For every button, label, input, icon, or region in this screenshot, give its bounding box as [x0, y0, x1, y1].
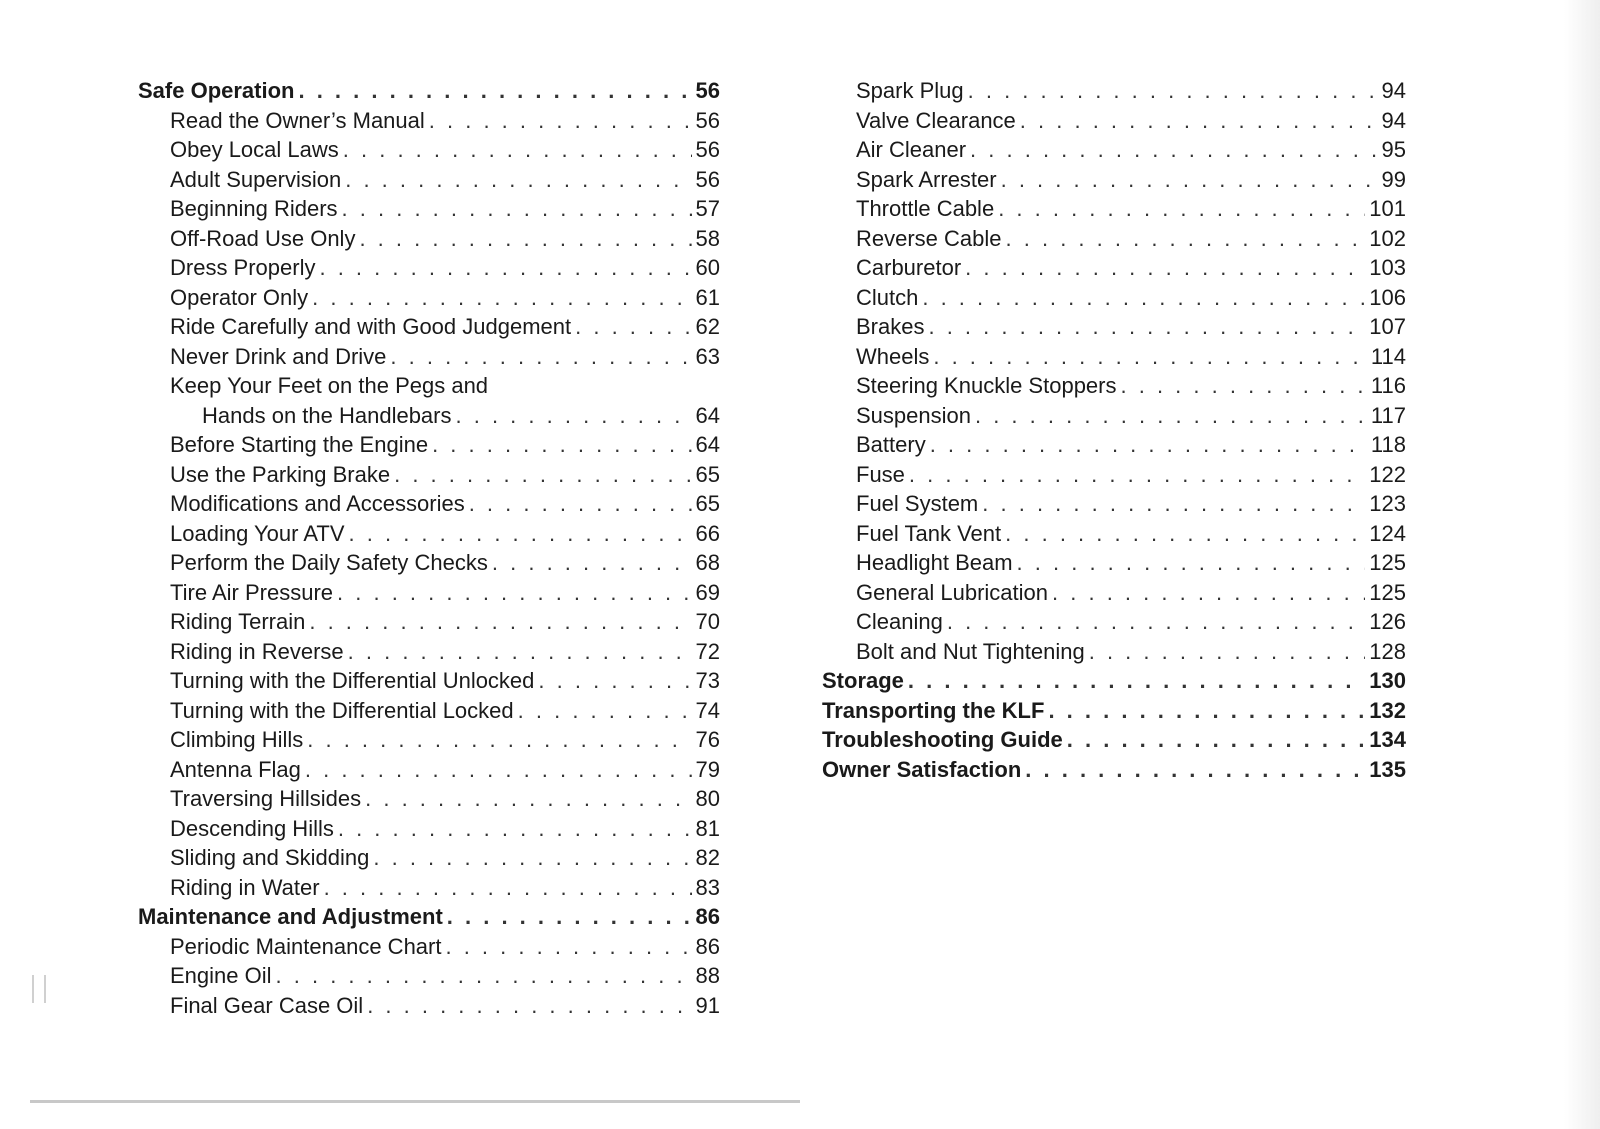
toc-leader-dots [538, 666, 691, 696]
toc-entry-title: Headlight Beam [856, 550, 1013, 575]
toc-entry-title: Sliding and Skidding [170, 845, 370, 870]
toc-page-number: 94 [1381, 78, 1406, 103]
toc-entry-title: Obey Local Laws [170, 137, 339, 162]
page-edge-shadow [1564, 0, 1600, 1129]
toc-leader-dots [309, 607, 691, 637]
toc-entry-title: General Lubrication [856, 579, 1049, 605]
toc-page-number: 65 [695, 491, 720, 516]
toc-entry-title: Keep Your Feet on the Pegs and [170, 373, 489, 398]
toc-entry-title: Riding in Reverse [170, 638, 344, 664]
toc-entry-title: Final Gear Case Oil [170, 992, 364, 1018]
toc-page-number: 130 [1369, 668, 1406, 693]
toc-leader-dots [456, 401, 692, 431]
toc-entry [138, 607, 720, 637]
toc-leader-dots [933, 342, 1367, 372]
toc-leader-dots [276, 961, 692, 991]
toc-entry-title: Tire Air Pressure [170, 579, 334, 605]
toc-entry [822, 401, 1406, 431]
toc-column-right [822, 76, 1406, 784]
toc-entry-title: Off-Road Use Only [170, 225, 356, 251]
toc-page-number: 95 [1381, 137, 1406, 162]
toc-page-number: 60 [695, 255, 720, 280]
toc-entry [138, 578, 720, 608]
toc-entry-title: Perform the Daily Safety Checks [170, 550, 488, 575]
toc-entry [138, 224, 720, 254]
toc-leader-dots [908, 666, 1365, 696]
toc-page-number: 83 [695, 874, 720, 900]
toc-page-number: 69 [695, 579, 720, 605]
toc-entry [138, 814, 720, 844]
toc-leader-dots [447, 902, 692, 932]
toc-entry-title: Cleaning [856, 609, 943, 634]
toc-entry [822, 76, 1406, 106]
toc-leader-dots [1067, 725, 1366, 755]
toc-leader-dots [390, 342, 691, 372]
toc-leader-dots [337, 578, 692, 608]
toc-entry-title: Maintenance and Adjustment [138, 904, 443, 929]
toc-entry-title: Safe Operation [138, 78, 295, 103]
toc-entry-title: Loading Your ATV [170, 520, 345, 546]
toc-leader-dots [394, 460, 691, 490]
toc-page-number: 123 [1369, 491, 1406, 516]
toc-leader-dots [298, 76, 691, 106]
toc-leader-dots [373, 843, 691, 873]
toc-page-number: 70 [695, 609, 720, 634]
toc-leader-dots [359, 224, 691, 254]
toc-entry [822, 607, 1406, 637]
toc-entry-title: Descending Hills [170, 815, 334, 841]
toc-section-heading [822, 755, 1406, 785]
toc-leader-dots [1089, 637, 1366, 667]
toc-page-number: 128 [1369, 638, 1406, 664]
toc-page-number: 132 [1369, 697, 1406, 723]
toc-entry-title: Throttle Cable [856, 196, 995, 221]
toc-entry [822, 194, 1406, 224]
toc-page-number: 81 [695, 815, 720, 841]
toc-page-number: 91 [695, 992, 720, 1018]
toc-page-number: 86 [695, 904, 720, 929]
toc-leader-dots [365, 784, 691, 814]
toc-page-number: 79 [695, 756, 720, 782]
toc-leader-dots [982, 489, 1365, 519]
toc-leader-dots [1052, 578, 1365, 608]
toc-leader-dots [432, 430, 691, 460]
toc-entry [822, 637, 1406, 667]
toc-page-number: 116 [1370, 373, 1406, 398]
toc-entry [822, 371, 1406, 401]
toc-page-number: 73 [695, 668, 720, 693]
toc-entry [138, 784, 720, 814]
toc-section-heading [822, 666, 1406, 696]
toc-page-number: 72 [695, 638, 720, 664]
toc-leader-dots [1006, 224, 1366, 254]
toc-page-number: 56 [695, 78, 720, 103]
toc-entry [822, 548, 1406, 578]
toc-entry [822, 106, 1406, 136]
toc-page-number: 125 [1369, 579, 1406, 605]
toc-page-number: 68 [695, 550, 720, 575]
toc-entry-title: Hands on the Handlebars [202, 402, 452, 428]
toc-entry [138, 873, 720, 903]
toc-entry [822, 283, 1406, 313]
toc-entry-title: Steering Knuckle Stoppers [856, 373, 1117, 398]
toc-entry-title: Beginning Riders [170, 196, 338, 221]
toc-leader-dots [1025, 755, 1365, 785]
toc-page-number: 124 [1369, 520, 1406, 546]
toc-entry-title: Never Drink and Drive [170, 343, 387, 369]
toc-entry [822, 578, 1406, 608]
toc-entry [822, 460, 1406, 490]
toc-page-number: 117 [1370, 402, 1406, 428]
toc-page-number: 58 [695, 225, 720, 251]
toc-leader-dots [445, 932, 691, 962]
toc-leader-dots [469, 489, 692, 519]
toc-page-number: 107 [1369, 314, 1406, 339]
toc-entry [138, 460, 720, 490]
toc-entry-title: Valve Clearance [856, 107, 1016, 133]
toc-entry [138, 283, 720, 313]
toc-page-number: 63 [695, 343, 720, 369]
toc-page-number: 102 [1369, 225, 1406, 251]
toc-page-number: 57 [695, 196, 720, 221]
toc-entry [138, 106, 720, 136]
toc-leader-dots [305, 755, 692, 785]
toc-entry-title: Adult Supervision [170, 166, 342, 192]
toc-entry [138, 991, 720, 1021]
toc-entry-title: Reverse Cable [856, 225, 1002, 251]
toc-leader-dots [975, 401, 1367, 431]
toc-entry [138, 253, 720, 283]
toc-entry-title: Spark Plug [856, 78, 964, 103]
toc-page-number: 101 [1369, 196, 1406, 221]
toc-page-number: 65 [695, 461, 720, 487]
toc-page-number: 86 [695, 933, 720, 959]
toc-entry-title: Turning with the Differential Unlocked [170, 668, 535, 693]
toc-leader-dots [575, 312, 691, 342]
toc-entry-title: Owner Satisfaction [822, 756, 1022, 782]
toc-leader-dots [312, 283, 691, 313]
toc-page-number: 122 [1369, 461, 1406, 487]
toc-entry [138, 342, 720, 372]
toc-column-left [138, 76, 720, 1020]
toc-entry [138, 548, 720, 578]
toc-page-number: 106 [1369, 284, 1406, 310]
toc-entry-title: Troubleshooting Guide [822, 727, 1063, 752]
toc-leader-dots [1121, 371, 1367, 401]
toc-leader-dots [998, 194, 1365, 224]
toc-entry-title: Battery [856, 432, 926, 457]
toc-leader-dots [970, 135, 1377, 165]
toc-entry-title: Fuse [856, 461, 905, 487]
toc-leader-dots [429, 106, 692, 136]
toc-page-number: 76 [695, 727, 720, 752]
toc-leader-dots [342, 194, 692, 224]
toc-page-number: 64 [695, 432, 720, 457]
toc-entry [822, 135, 1406, 165]
toc-entry [822, 253, 1406, 283]
toc-page-number: 74 [695, 697, 720, 723]
scan-bottom-line [30, 1100, 800, 1103]
toc-entry [138, 666, 720, 696]
toc-page-number: 125 [1369, 550, 1406, 575]
toc-page-number: 135 [1369, 756, 1406, 782]
toc-entry-title: Brakes [856, 314, 925, 339]
toc-entry-title: Use the Parking Brake [170, 461, 391, 487]
toc-entry-title: Read the Owner’s Manual [170, 107, 425, 133]
toc-section-heading [822, 725, 1406, 755]
toc-page-number: 118 [1370, 432, 1406, 457]
toc-leader-dots [492, 548, 692, 578]
toc-page-number: 61 [695, 284, 720, 310]
toc-leader-dots [1048, 696, 1365, 726]
toc-entry-title: Bolt and Nut Tightening [856, 638, 1085, 664]
toc-entry-title: Transporting the KLF [822, 697, 1045, 723]
toc-entry [822, 342, 1406, 372]
toc-page-number: 80 [695, 786, 720, 811]
toc-leader-dots [965, 253, 1365, 283]
toc-page-number: 94 [1381, 107, 1406, 133]
toc-leader-dots [348, 637, 692, 667]
toc-entry [138, 489, 720, 519]
toc-section-heading [822, 696, 1406, 726]
toc-leader-dots [922, 283, 1365, 313]
toc-leader-dots [343, 135, 692, 165]
toc-entry-title: Riding in Water [170, 874, 320, 900]
toc-entry-title: Clutch [856, 284, 919, 310]
toc-entry [822, 224, 1406, 254]
toc-entry-title: Carburetor [856, 255, 962, 280]
toc-entry [822, 165, 1406, 195]
toc-entry [822, 430, 1406, 460]
toc-leader-dots [307, 725, 691, 755]
toc-page-number: 99 [1381, 166, 1406, 192]
toc-entry-title: Storage [822, 668, 904, 693]
toc-entry-title: Antenna Flag [170, 756, 301, 782]
toc-page-number: 82 [695, 845, 720, 870]
toc-entry [138, 843, 720, 873]
toc-entry [138, 755, 720, 785]
toc-page-number: 88 [695, 963, 720, 988]
toc-page-number: 66 [695, 520, 720, 546]
toc-entry-title: Fuel System [856, 491, 979, 516]
toc-leader-dots [928, 312, 1365, 342]
toc-entry [822, 312, 1406, 342]
toc-entry-title: Periodic Maintenance Chart [170, 933, 442, 959]
toc-leader-dots [518, 696, 692, 726]
toc-entry-title: Suspension [856, 402, 971, 428]
toc-entry-title: Engine Oil [170, 963, 272, 988]
toc-entry [822, 489, 1406, 519]
toc-entry [138, 932, 720, 962]
binding-mark [32, 975, 46, 1003]
toc-leader-dots [345, 165, 691, 195]
toc-leader-dots [349, 519, 692, 549]
toc-entry-title: Ride Carefully and with Good Judgement [170, 314, 572, 339]
toc-page-number: 134 [1369, 727, 1406, 752]
toc-entry [138, 637, 720, 667]
toc-leader-dots [947, 607, 1365, 637]
toc-entry [138, 696, 720, 726]
toc-entry-title: Wheels [856, 343, 930, 369]
toc-leader-dots [367, 991, 691, 1021]
toc-section-heading [138, 76, 720, 106]
toc-entry [138, 519, 720, 549]
toc-entry-title: Riding Terrain [170, 609, 306, 634]
toc-entry [138, 371, 720, 401]
toc-leader-dots [1017, 548, 1366, 578]
toc-leader-dots [930, 430, 1367, 460]
toc-leader-dots [1005, 519, 1365, 549]
toc-page-number: 56 [695, 107, 720, 133]
toc-page-number: 126 [1369, 609, 1406, 634]
toc-page-number: 64 [695, 402, 720, 428]
toc-entry [138, 165, 720, 195]
toc-leader-dots [1001, 165, 1378, 195]
toc-leader-dots [319, 253, 691, 283]
toc-entry-title: Traversing Hillsides [170, 786, 362, 811]
toc-entry-title: Air Cleaner [856, 137, 967, 162]
toc-leader-dots [909, 460, 1365, 490]
toc-leader-dots [338, 814, 692, 844]
toc-entry [138, 430, 720, 460]
toc-page-number: 62 [695, 314, 720, 339]
toc-entry [138, 961, 720, 991]
toc-leader-dots [968, 76, 1378, 106]
toc-entry [138, 135, 720, 165]
toc-entry-title: Modifications and Accessories [170, 491, 465, 516]
toc-leader-dots [324, 873, 692, 903]
toc-entry-title: Operator Only [170, 284, 309, 310]
toc-leader-dots [1020, 106, 1378, 136]
toc-entry-title: Fuel Tank Vent [856, 520, 1002, 546]
toc-entry [138, 725, 720, 755]
toc-entry [822, 519, 1406, 549]
toc-section-heading [138, 902, 720, 932]
toc-entry-title: Turning with the Differential Locked [170, 697, 514, 723]
toc-page-number: 114 [1370, 343, 1406, 369]
toc-entry [138, 194, 720, 224]
toc-page-number: 56 [695, 137, 720, 162]
toc-entry-title: Climbing Hills [170, 727, 304, 752]
toc-entry-title: Before Starting the Engine [170, 432, 429, 457]
toc-entry-title: Spark Arrester [856, 166, 997, 192]
toc-entry-title: Dress Properly [170, 255, 316, 280]
toc-entry [138, 401, 720, 431]
toc-page-number: 56 [695, 166, 720, 192]
toc-entry [138, 312, 720, 342]
toc-page-number: 103 [1369, 255, 1406, 280]
